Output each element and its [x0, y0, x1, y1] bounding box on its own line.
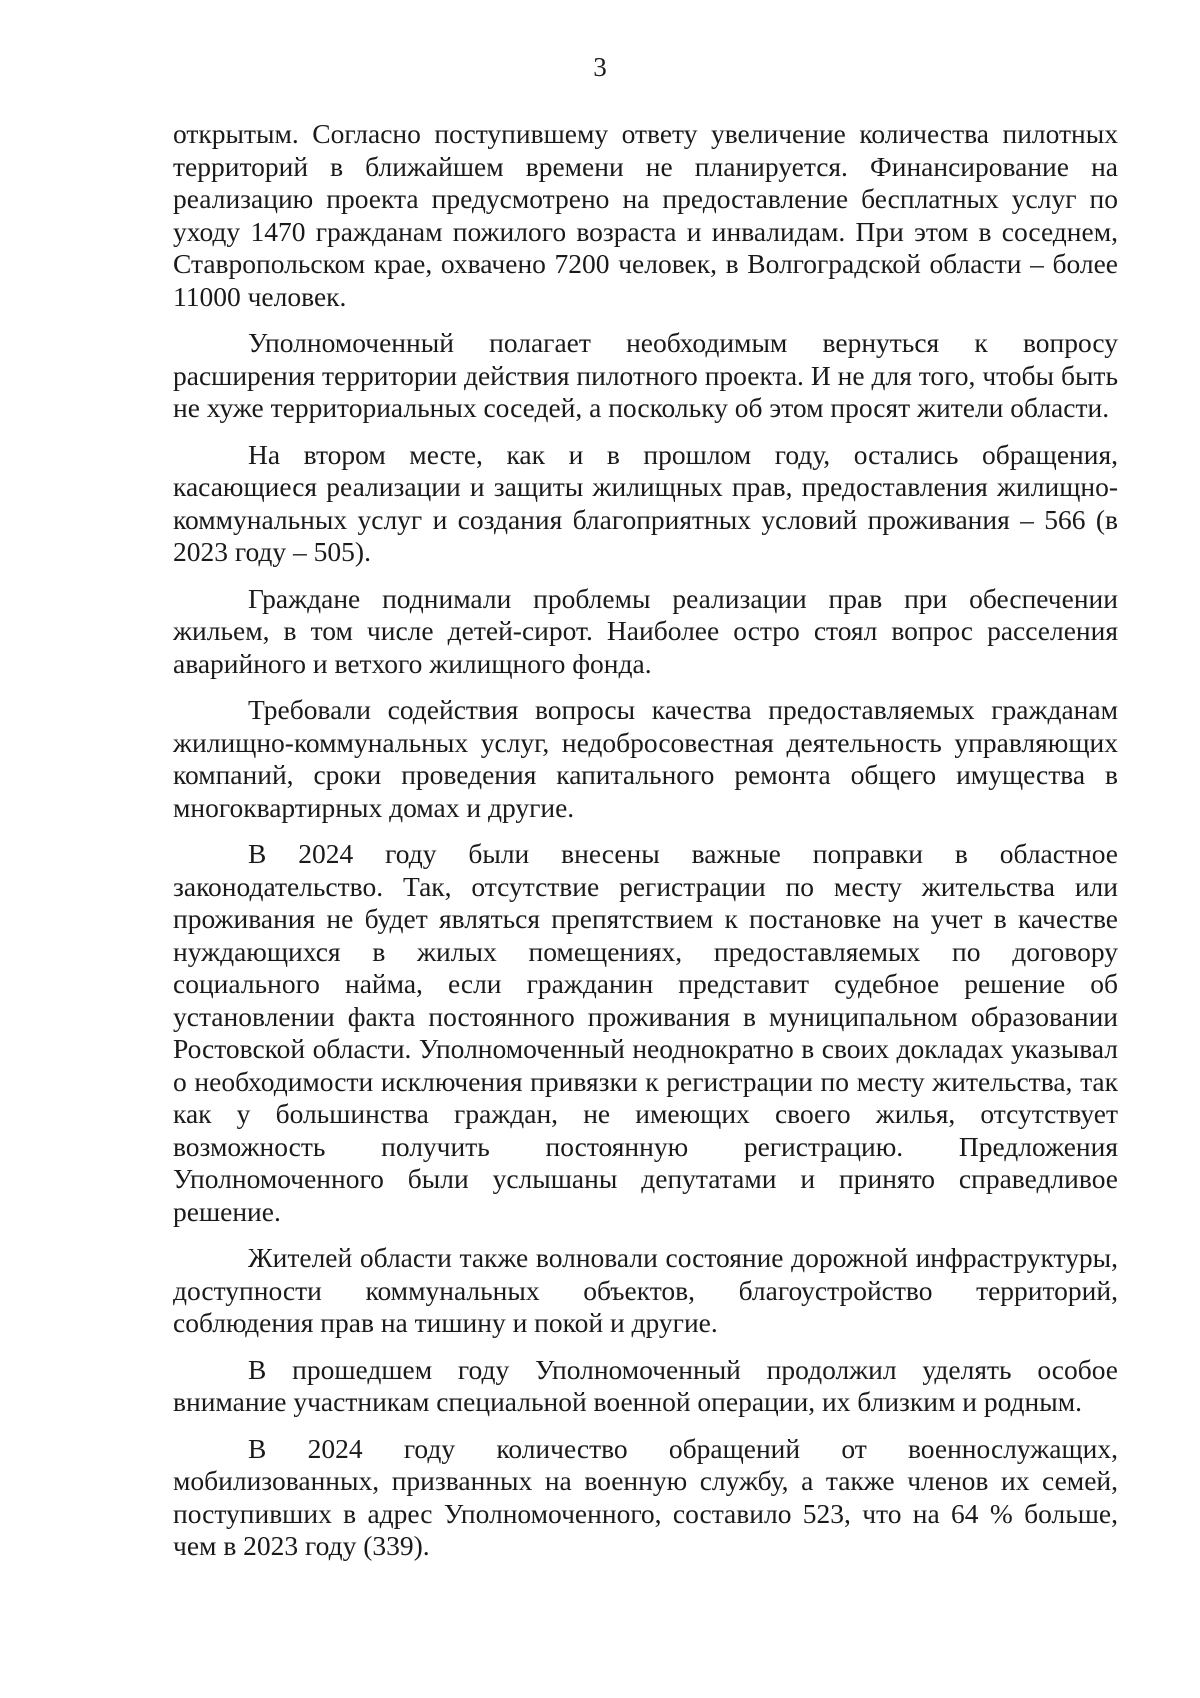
- paragraph-9: В 2024 году количество обращений от военнослужащих, мобилизованных, призванных на военную службу, а также членов их семей, поступивших в адрес Уполномоченного, составило 523, что на 64 % больше, чем в 2023 году (339).: [173, 1432, 1118, 1561]
- paragraph-1: открытым. Согласно поступившему ответу увеличение количества пилотных территорий в ближайшем времени не планируется. Финансирование на реализацию проекта предусмотрено на предоставление бесплатных услуг по уходу 1470 гражданам пожилого возраста и инвалидам. При этом в соседнем, Ставропольском крае, охвачено 7200 человек, в Волгоградской области – более 11000 человек.: [173, 118, 1118, 312]
- paragraph-2: Уполномоченный полагает необходимым вернуться к вопросу расширения территории действия пилотного проекта. И не для того, чтобы быть не хуже территориальных соседей, а поскольку об этом просят жители области.: [173, 327, 1118, 423]
- paragraph-3: На втором месте, как и в прошлом году, остались обращения, касающиеся реализации и защиты жилищных прав, предоставления жилищно-коммунальных услуг и создания благоприятных условий проживания – 566 (в 2023 году – 505).: [173, 438, 1118, 567]
- page-number: 3: [593, 52, 607, 82]
- document-body: [173, 118, 1118, 1577]
- paragraph-5: Требовали содействия вопросы качества предоставляемых гражданам жилищно-коммунальных услуг, недобросовестная деятельность управляющих компаний, сроки проведения капитального ремонта общего имущества в многоквартирных домах и другие.: [173, 694, 1118, 823]
- paragraph-4: Граждане поднимали проблемы реализации прав при обеспечении жильем, в том числе детей-сирот. Наиболее остро стоял вопрос расселения аварийного и ветхого жилищного фонда.: [173, 582, 1118, 679]
- paragraph-8: В прошедшем году Уполномоченный продолжил уделять особое внимание участникам специальной военной операции, их близким и родным.: [173, 1353, 1118, 1417]
- paragraph-7: Жителей области также волновали состояние дорожной инфраструктуры, доступности коммунальных объектов, благоустройство территорий, соблюдения прав на тишину и покой и другие.: [173, 1242, 1118, 1338]
- paragraph-6: В 2024 году были внесены важные поправки в областное законодательство. Так, отсутствие регистрации по месту жительства или проживания не будет являться препятствием к постановке на учет в качестве нуждающихся в жилых помещениях, предоставляемых по договору социального найма, если гражданин представит судебное решение об установлении факта постоянного проживания в муниципальном образовании Ростовской области. Уполномоченный неоднократно в своих докладах указывал о необходимости исключения привязки к регистрации по месту жительства, так как у большинства граждан, не имеющих своего жилья, отсутствует возможность получить постоянную регистрацию. Предложения Уполномоченного были услышаны депутатами и принято справедливое решение.: [173, 838, 1118, 1227]
